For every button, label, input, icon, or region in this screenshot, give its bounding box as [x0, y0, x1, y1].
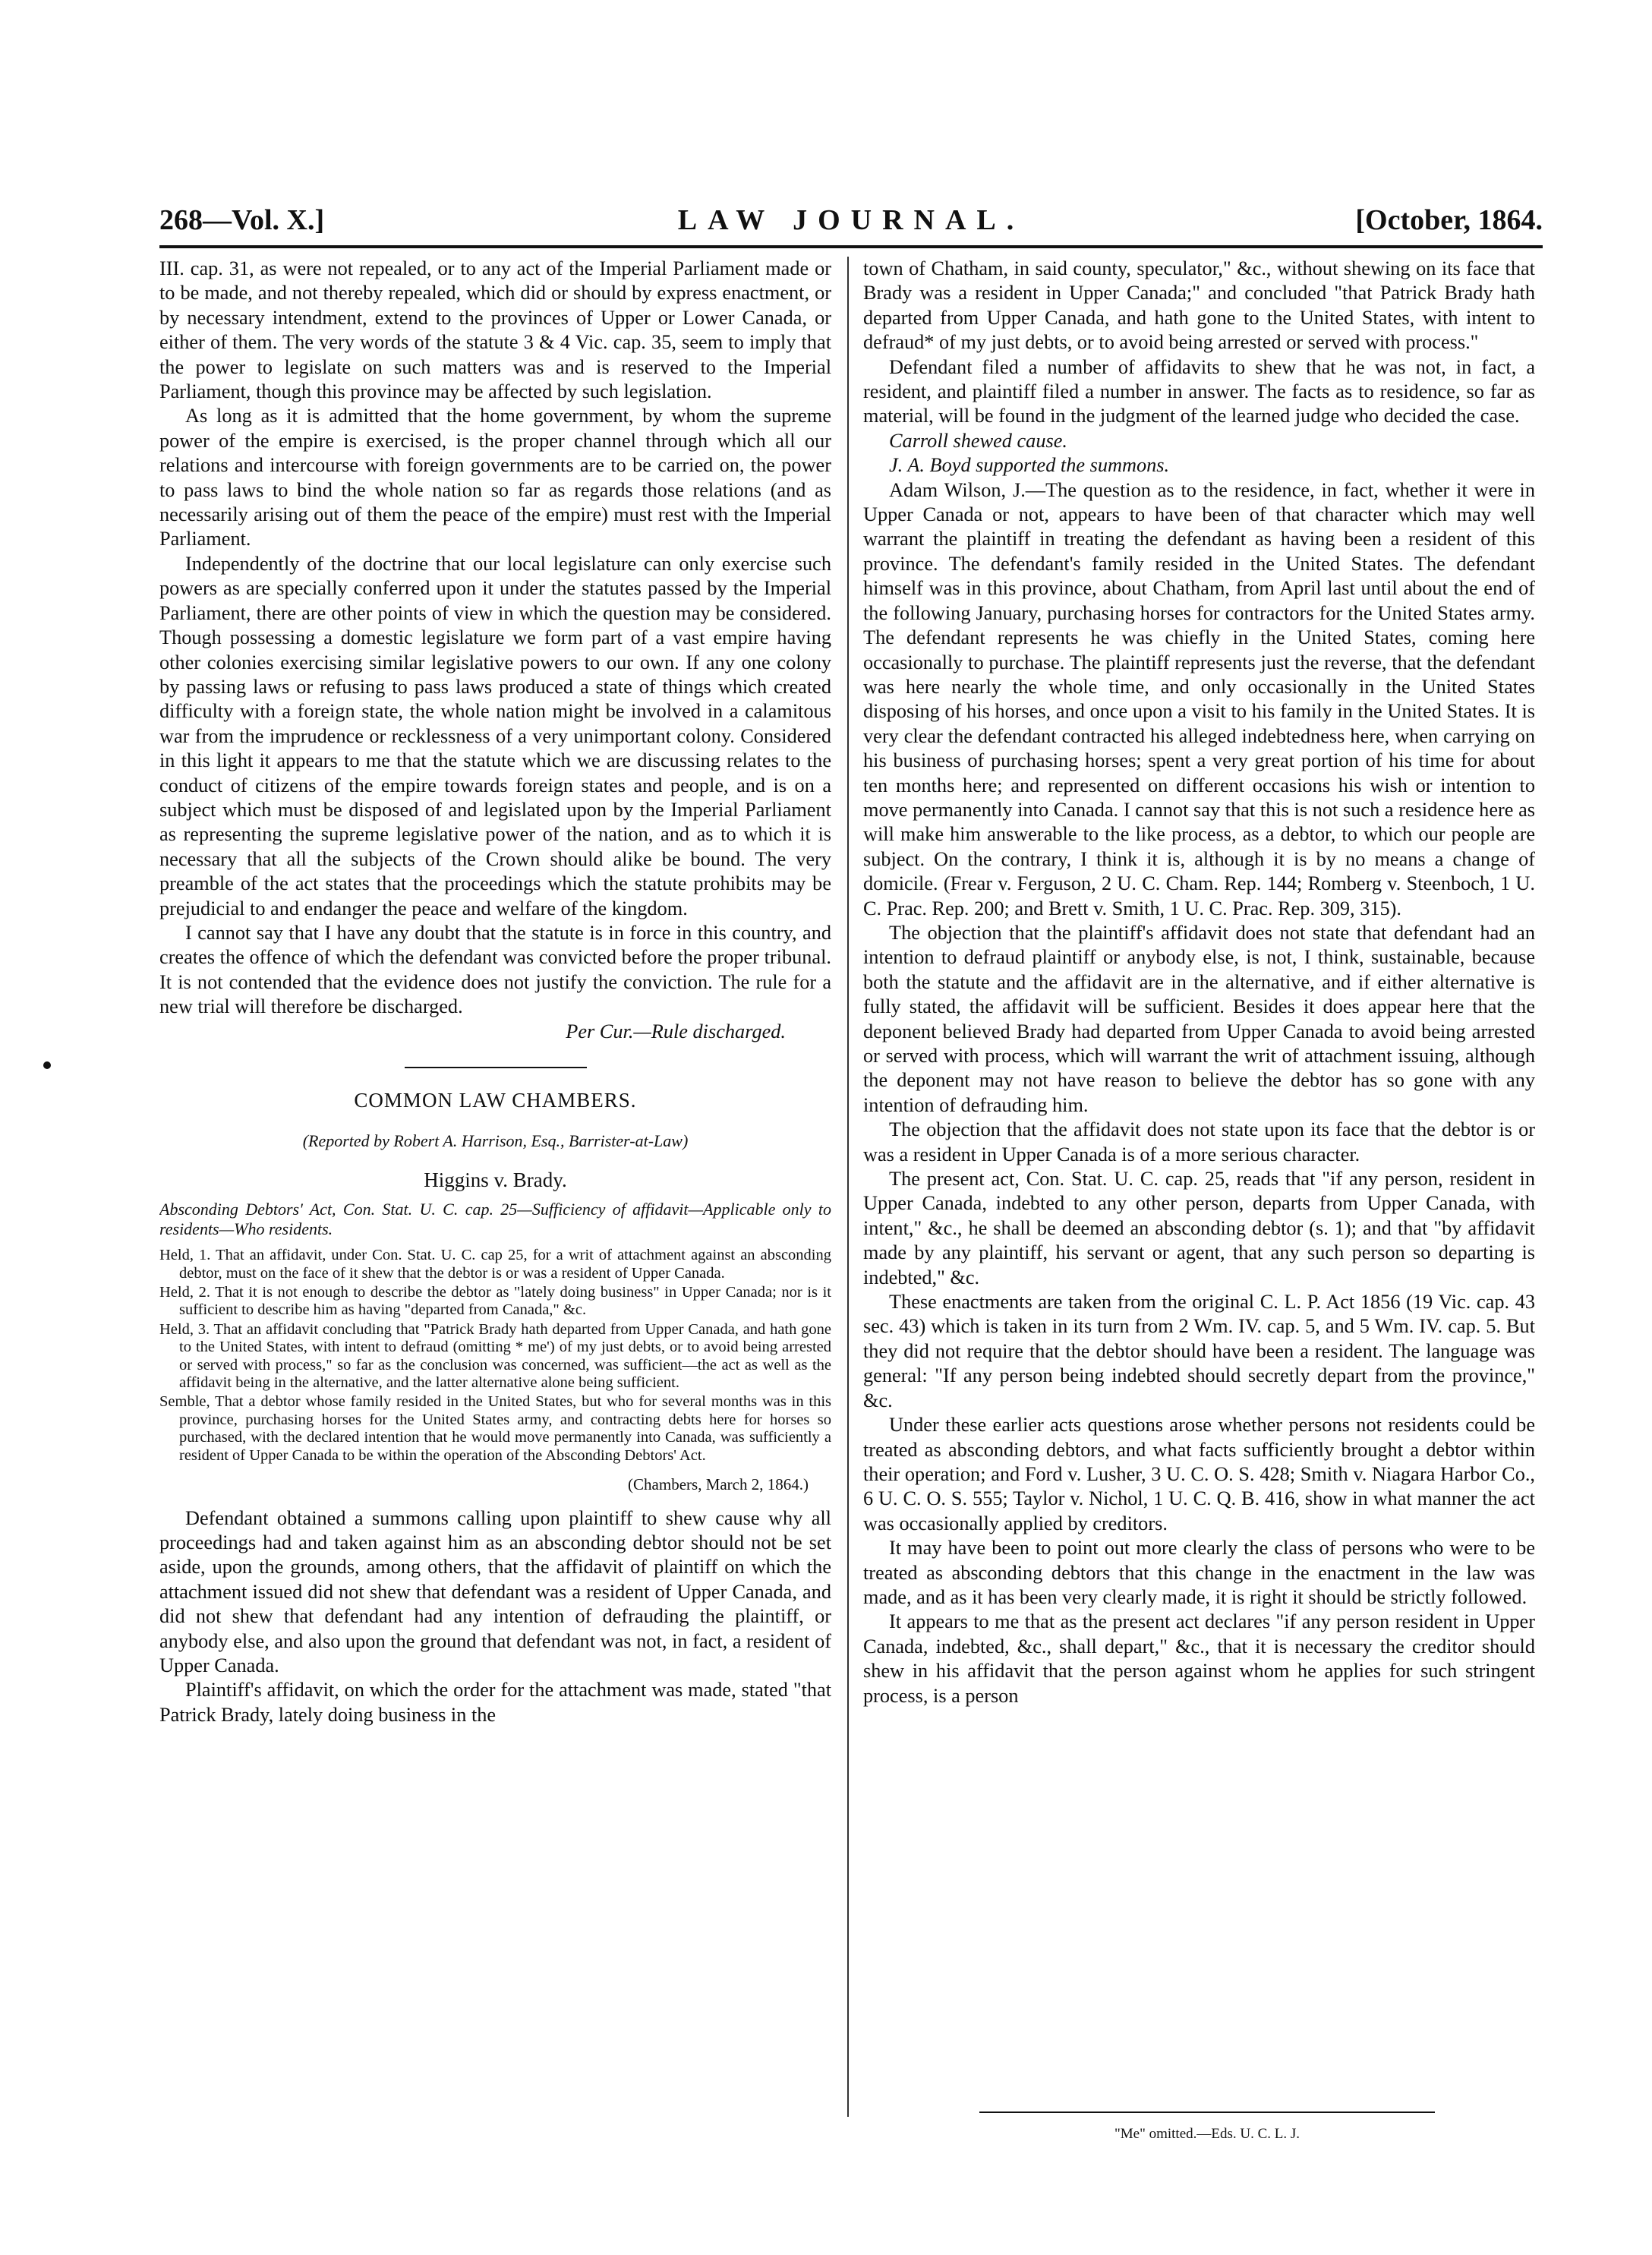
header-rule: [159, 245, 1543, 248]
per-curiam: [159, 1020, 831, 1044]
paragraph: Adam Wilson, J.—The question as to the residence, in fact, whether it were in Upper Canada or not, appears to have been of that character which may well warrant the plaintiff in treating the defendant as having been a resident of this province. The defendant's family resided in the United States. The defendant himself was in this province, about Chatham, from April last until about the end of the following January, purchasing horses for contractors for the United States army. The defendant represents he was chiefly in the United States, coming here occasionally to purchase. The plaintiff represents just the reverse, that the defendant was here nearly the whole time, and only occasionally in the United States disposing of his horses, and once upon a visit to his family in the United States. It is very clear the defendant contracted his alleged indebtedness here, when carrying on his business of purchasing horses; spent a very great portion of his time for about ten months here; and represented on different occasions his wish or intention to move permanently into Canada. I cannot say that this is not such a residence here as will make him answerable to the like process, as a debtor, to which our people are subject. On the contrary, I think it is, although it is by no means a change of domicile. (Frear v. Ferguson, 2 U. C. Cham. Rep. 144; Romberg v. Steenboch, 1 U. C. Prac. Rep. 200; and Brett v. Smith, 1 U. C. Prac. Rep. 309, 315).: [863, 478, 1535, 919]
held-note: Held, 2. That it is not enough to describe the debtor as "lately doing business" in Upper Canada; nor is it sufficient to describe him as having "departed from Canada," &c.: [159, 1284, 831, 1319]
paragraph: [863, 429, 1535, 453]
paragraph: These enactments are taken from the original C. L. P. Act 1856 (19 Vic. cap. 43 sec. 43) which is taken in its turn from 2 Wm. IV. cap. 5, and 5 Wm. IV. cap. 5. But they did not require that the debtor should have been a resident. The language was general: "If any person being indebted should secretly depart from the province," &c.: [863, 1291, 1535, 1411]
paragraph: Defendant obtained a summons calling upon plaintiff to shew cause why all proceedings had and taken against him as an absconding debtor should not be set aside, upon the grounds, among others, that the affidavit of plaintiff on which the attachment issued did not shew that defendant was a resident of Upper Canada, and did not shew that defendant had any intention of defrauding the plaintiff, or anybody else, and also upon the ground that defendant was not, in fact, a resident of Upper Canada.: [159, 1506, 831, 1676]
semble-note: Semble, That a debtor whose family resided in the United States, but who for several months was in this province, purchasing horses for the United States army, and contracting debts here for horses so purchased, with the declared intention that he would move permanently into Canada, was sufficiently a resident of Upper Canada to be within the operation of the Absconding Debtors' Act.: [159, 1393, 831, 1464]
held-note: Held, 1. That an affidavit, under Con. Stat. U. C. cap 25, for a writ of attachment against an absconding debtor, must on the face of it shew that the debtor is or was a resident of Upper Canada.: [159, 1247, 831, 1282]
headnote: Absconding Debtors' Act, Con. Stat. U. C. cap. 25—Sufficiency of affidavit—Applicable only to residents—Who residents.: [159, 1200, 831, 1239]
issue-date: [October, 1864.: [1355, 204, 1543, 236]
left-column: [159, 257, 831, 2109]
paragraph: [863, 453, 1535, 478]
held-note: Held, 3. That an affidavit concluding that "Patrick Brady hath departed from Upper Canada, and hath gone to the United States, with intent to defraud (omitting * me') of my just debts, or to avoid being arrested or served with process," so far as the conclusion was concerned, was sufficient—the act as well as the affidavit being in the alternative, and the latter alternative alone being sufficient.: [159, 1320, 831, 1392]
paragraph: As long as it is admitted that the home government, by whom the supreme power of the empire is exercised, is the proper channel through which all our relations and intercourse with foreign governments are to be carried on, the power to pass laws to bind the whole nation so far as regards those relations (and as necessarily arising out of them the peace of the empire) must rest with the Imperial Parliament.: [159, 405, 831, 550]
page-number-volume: 268—Vol. X.]: [159, 204, 325, 236]
margin-mark: [43, 1061, 51, 1069]
section-title: COMMON LAW CHAMBERS.: [354, 1089, 637, 1112]
paragraph: The objection that the plaintiff's affidavit does not state that defendant had an intention to defraud plaintiff or anybody else, is not, I think, sustainable, because both the statute and the affidavit are in the alternative, and if either alternative is fully stated, the affidavit will be sufficient. Besides it does appear here that the deponent believed Brady had departed from Upper Canada to avoid being arrested or served with process, which will warrant the writ of attachment issuing, although the deponent may not have reason to believe the debtor has so gone with any intention of defrauding him.: [863, 921, 1535, 1116]
reporter-line: (Reported by Robert A. Harrison, Esq., Barrister-at-Law): [302, 1131, 689, 1151]
paragraph: Defendant filed a number of affidavits to shew that he was not, in fact, a resident, and plaintiff filed a number in answer. The facts as to residence, so far as material, will be found in the judgment of the learned judge who decided the case.: [863, 355, 1535, 427]
paragraph: It may have been to point out more clearly the class of persons who were to be treated as absconding debtors that this change in the enactment in the law was made, and as it has been very clearly made, it is right it should be strictly followed.: [863, 1537, 1535, 1608]
per-curiam-text: Per Cur.—Rule discharged.: [566, 1020, 786, 1042]
counsel-line: J. A. Boyd supported the summons.: [889, 454, 1170, 477]
section-divider: [405, 1067, 587, 1068]
counsel-line: Carroll shewed cause.: [889, 429, 1067, 452]
paragraph: The objection that the affidavit does not state upon its face that the debtor is or was a resident in Upper Canada is of a more serious character.: [863, 1118, 1535, 1165]
journal-title: LAW JOURNAL.: [677, 204, 1025, 236]
paragraph: The present act, Con. Stat. U. C. cap. 25, reads that "if any person, resident in Upper Canada, indebted to any other person, departs from Upper Canada, with intent," &c., he shall be deemed an absconding debtor (s. 1); and that "by affidavit made by any plaintiff, his servant or agent, that any such person so departing is indebted," &c.: [863, 1168, 1535, 1288]
paragraph: III. cap. 31, as were not repealed, or to any act of the Imperial Parliament made or to be made, and not thereby repealed, which did or should by express enactment, or by necessary intendment, extend to the provinces of Upper or Lower Canada, or either of them. The very words of the statute 3 & 4 Vic. cap. 35, seem to imply that the power to legislate on such matters was and is reserved to the Imperial Parliament, though this province may be affected by such legislation.: [159, 257, 831, 403]
paragraph: Under these earlier acts questions arose whether persons not residents could be treated as absconding debtors, and what facts sufficiently brought a debtor within their operation; and Ford v. Lusher, 3 U. C. O. S. 428; Smith v. Niagara Harbor Co., 6 U. C. O. S. 555; Taylor v. Nichol, 1 U. C. Q. B. 416, show in what manner the act was occasionally applied by creditors.: [863, 1414, 1535, 1534]
right-column: [863, 257, 1535, 2109]
paragraph: I cannot say that I have any doubt that the statute is in force in this country, and creates the offence of which the defendant was convicted before the proper tribunal. It is not contended that the evidence does not justify the conviction. The rule for a new trial will therefore be discharged.: [159, 921, 831, 1018]
paragraph: Independently of the doctrine that our local legislature can only exercise such powers as are specially conferred upon it under the statutes passed by the Imperial Parliament, there are other points of view in which the question may be considered. Though possessing a domestic legislature we form part of a vast empire having other colonies exercising similar legislative powers to our own. If any one colony by passing laws or refusing to pass laws produced a state of things which created difficulty with a foreign state, the whole nation might be involved in a calamitous war from the imprudence or recklessness of a very unimportant colony. Considered in this light it appears to me that the statute which we are discussing relates to the conduct of citizens of the empire towards foreign states and people, and is on a subject which must be disposed of and legislated upon by the Imperial Parliament as representing the supreme legislative power of the nation, and as to which it is necessary that all the subjects of the Crown should alike be bound. The very preamble of the act states that the proceedings which the statute prohibits may be prejudicial to and endanger the peace and welfare of the kingdom.: [159, 552, 831, 919]
column-divider: [847, 257, 849, 2117]
paragraph: It appears to me that as the present act declares "if any person resident in Upper Canada, indebted, &c., shall depart," &c., that it is necessary the creditor should shew in his affidavit that the person against whom he applies for such stringent process, is a person: [863, 1610, 1535, 1707]
paragraph: town of Chatham, in said county, speculator," &c., without shewing on its face that Brady was a resident in Upper Canada;" and concluded "that Patrick Brady hath departed from Upper Canada, and hath gone to the United States, with intent to defraud* of my just debts, or to avoid being arrested or served with process.": [863, 257, 1535, 354]
chambers-date: (Chambers, March 2, 1864.): [628, 1475, 809, 1494]
paragraph: Plaintiff's affidavit, on which the order for the attachment was made, stated "that Patrick Brady, lately doing business in the: [159, 1679, 831, 1726]
footnote-rule: [979, 2112, 1435, 2113]
case-title: Higgins v. Brady.: [424, 1168, 567, 1191]
footnote: "Me" omitted.—Eds. U. C. L. J.: [1114, 2126, 1300, 2142]
